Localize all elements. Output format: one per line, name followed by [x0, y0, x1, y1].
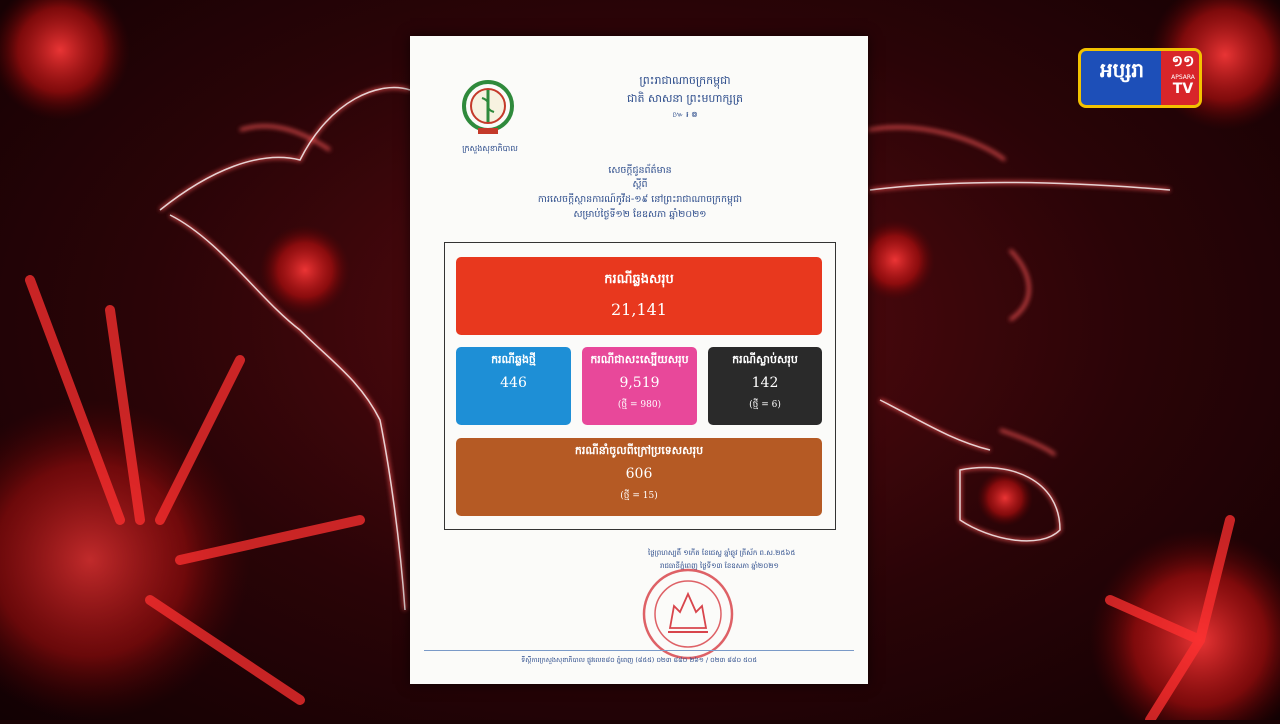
- recovered-new-note: (ថ្មី = 980): [617, 400, 662, 410]
- memo-topic: ការសេចក្តីស្ថានការណ៍កូវីដ-១៩ នៅព្រះរាជាណាចក្រកម្ពុជា: [537, 194, 743, 205]
- new-cases-tile: [456, 347, 571, 425]
- deaths-tile: [708, 347, 822, 425]
- ministry-press-release-document: [410, 36, 868, 684]
- total-cases-tile: [456, 257, 822, 335]
- new-cases-label: ករណីឆ្លងថ្មី: [491, 353, 536, 366]
- footer-divider: [424, 650, 854, 651]
- memo-title: សេចក្តីជូនព័ត៌មាន: [608, 165, 672, 176]
- lunar-date-line: ថ្ងៃព្រហស្បតិ៍ ១កើត ខែជេស្ឋ ឆ្នាំឆ្លូវ ត្រីស័ក ព.ស.២៥៦៥: [648, 549, 796, 557]
- apsara-tv-11-logo: [1078, 48, 1202, 108]
- footer-address: ទីស្តីការក្រសួងសុខាភិបាល ផ្លូវលេខ៨០ ភ្នំពេញ (៨៥៥) ០២៣ ៨៨០ ២៦១ / ០២៣ ៨៨០ ៥០៥: [521, 656, 757, 664]
- kingdom-title: ព្រះរាជាណាចក្រកម្ពុជា: [639, 74, 731, 87]
- ministry-label: ក្រសួងសុខាភិបាល: [462, 144, 518, 153]
- logo-number-panel: [1161, 51, 1202, 105]
- ornament: ៚ ៛ ៙: [672, 110, 698, 119]
- imported-cases-value: 606: [625, 466, 653, 482]
- imported-cases-new-note: (ថ្មី = 15): [620, 491, 658, 501]
- logo-apsara-text: APSARA: [1171, 74, 1195, 81]
- deaths-new-note: (ថ្មី = 6): [749, 400, 781, 410]
- official-seal-stamp: [640, 566, 736, 662]
- recovered-label: ករណីជាសះស្បើយសរុប: [590, 353, 689, 366]
- statistics-panel: [444, 242, 836, 530]
- imported-cases-label: ករណីនាំចូលពីក្រៅប្រទេសសរុប: [574, 444, 704, 457]
- ministry-emblem: [460, 78, 516, 138]
- memo-date: សម្រាប់ថ្ងៃទី១២ ខែឧសភា ឆ្នាំ២០២១: [573, 209, 707, 220]
- gregorian-date-line: រាជធានីភ្នំពេញ ថ្ងៃទី១៣ ខែឧសភា ឆ្នាំ២០២១: [660, 562, 779, 570]
- deaths-value: 142: [751, 375, 779, 391]
- total-cases-label: ករណីឆ្លងសរុប: [604, 272, 674, 287]
- logo-tv-text: TV: [1172, 81, 1194, 97]
- memo-subject: ស្តីពី: [632, 179, 648, 190]
- recovered-value: 9,519: [619, 375, 660, 391]
- deaths-label: ករណីស្លាប់សរុប: [732, 353, 798, 366]
- nation-motto: ជាតិ សាសនា ព្រះមហាក្សត្រ: [627, 92, 743, 105]
- new-cases-value: 446: [500, 375, 527, 391]
- logo-khmer-text: អប្សរា: [1099, 58, 1145, 82]
- total-cases-value: 21,141: [611, 300, 667, 319]
- logo-number: ១១: [1171, 52, 1195, 70]
- recovered-tile: [582, 347, 697, 425]
- imported-cases-tile: [456, 438, 822, 516]
